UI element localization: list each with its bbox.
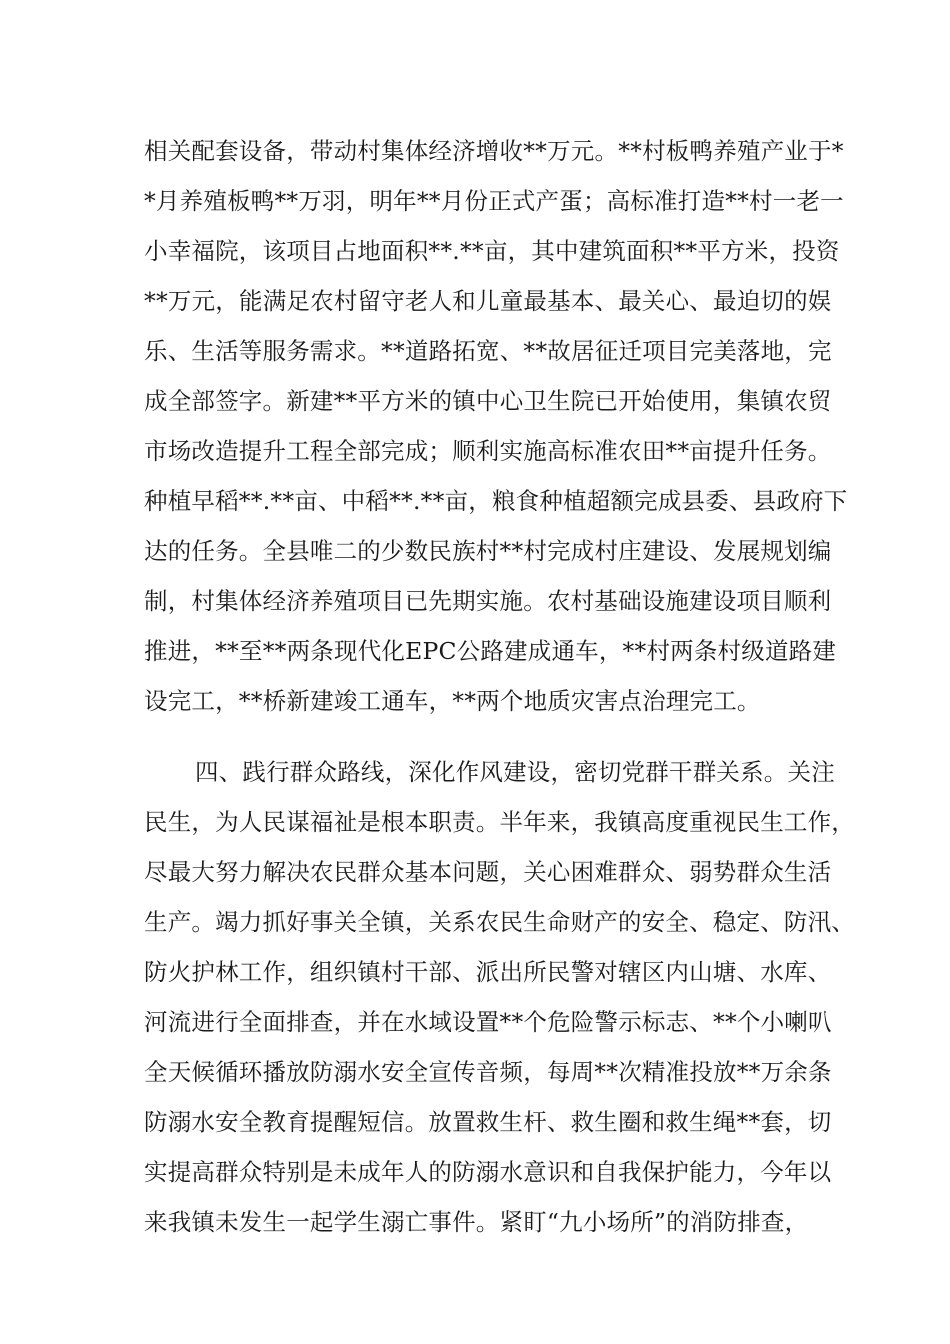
text-line: 种植早稻**.**亩、中稻**.**亩，粮食种植超额完成县委、县政府下: [144, 487, 848, 515]
text-line: 尽最大努力解决农民群众基本问题，关心困难群众、弱势群众生活: [144, 858, 832, 886]
text-line: 达的任务。全县唯二的少数民族村**村完成村庄建设、发展规划编: [144, 537, 832, 565]
text-line: 推进，**至**两条现代化EPC公路建成通车，**村两条村级道路建: [144, 637, 837, 665]
text-line: 全天候循环播放防溺水安全宣传音频，每周**次精准投放**万余条: [144, 1058, 832, 1086]
text-line: 市场改造提升工程全部完成；顺利实施高标准农田**亩提升任务。: [144, 437, 832, 465]
text-line: 制，村集体经济养殖项目已先期实施。农村基础设施建设项目顺利: [144, 587, 832, 615]
text-line: 相关配套设备，带动村集体经济增收**万元。**村板鸭养殖产业于*: [144, 137, 844, 165]
text-line: 防溺水安全教育提醒短信。放置救生杆、救生圈和救生绳**套，切: [144, 1108, 832, 1136]
text-line: 民生，为人民谋福祉是根本职责。半年来，我镇高度重视民生工作，: [144, 808, 855, 836]
text-line: 生产。竭力抓好事关全镇，关系农民生命财产的安全、稳定、防汛、: [144, 908, 855, 936]
text-line: *月养殖板鸭**万羽，明年**月份正式产蛋；高标准打造**村一老一: [144, 187, 844, 215]
text-line: 河流进行全面排查，并在水域设置**个危险警示标志、**个小喇叭: [144, 1008, 832, 1036]
text-line: 成全部签字。新建**平方米的镇中心卫生院已开始使用，集镇农贸: [144, 387, 832, 415]
text-line: 乐、生活等服务需求。**道路拓宽、**故居征迁项目完美落地，完: [144, 337, 832, 365]
text-line: **万元，能满足农村留守老人和儿童最基本、最关心、最迫切的娱: [144, 287, 832, 315]
text-line: 小幸福院，该项目占地面积**.**亩，其中建筑面积**平方米，投资: [144, 237, 840, 265]
text-line: 设完工，**桥新建竣工通车，**两个地质灾害点治理完工。: [144, 687, 761, 715]
text-line: 防火护林工作，组织镇村干部、派出所民警对辖区内山塘、水库、: [144, 958, 832, 986]
text-line: 实提高群众特别是未成年人的防溺水意识和自我保护能力，今年以: [144, 1158, 832, 1186]
section-heading-line: 四、践行群众路线，深化作风建设，密切党群干群关系。关注: [195, 758, 835, 786]
text-line: 来我镇未发生一起学生溺亡事件。紧盯“九小场所”的消防排查，: [144, 1208, 809, 1236]
